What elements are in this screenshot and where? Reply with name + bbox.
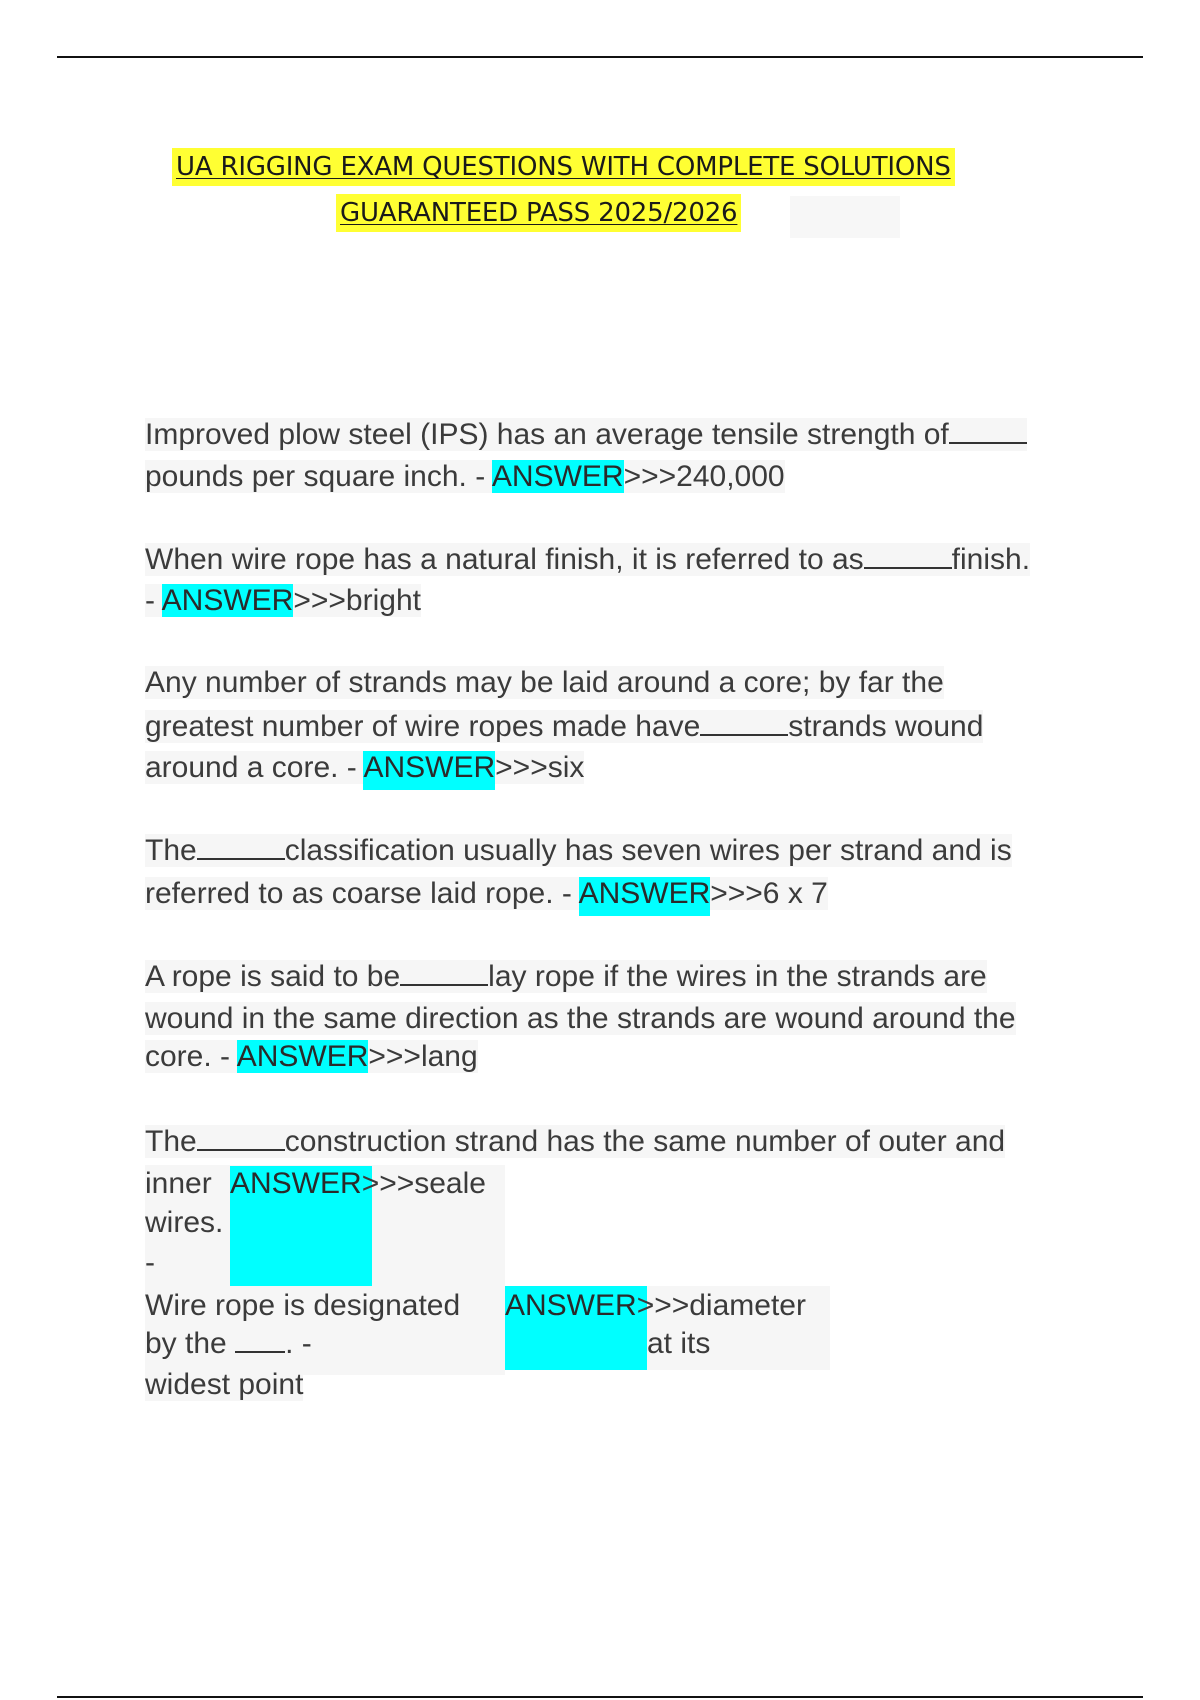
- header-rule: [57, 56, 1143, 58]
- answer-value: >>>six: [495, 751, 585, 784]
- question-1-line-2: pounds per square inch. - ANSWER>>>240,000: [145, 460, 785, 493]
- answer-value: >>>bright: [293, 584, 421, 617]
- question-6-line-1: The construction strand has the same number of outer and: [145, 1125, 1006, 1158]
- question-5-line-2: wound in the same direction as the strands are wound around the: [145, 1002, 1016, 1035]
- document-title-line-1: UA RIGGING EXAM QUESTIONS WITH COMPLETE SOLUTIONS: [172, 152, 955, 182]
- answer-blank: [235, 1331, 285, 1353]
- answer-label: ANSWER: [161, 584, 294, 617]
- answer-label: ANSWER: [505, 1289, 637, 1322]
- question-7-line-1: Wire rope is designated: [145, 1289, 461, 1322]
- title-highlight-pad: [790, 196, 900, 238]
- answer-blank: [949, 422, 1027, 444]
- question-7-line-2: by the . -: [145, 1327, 312, 1360]
- answer-label: ANSWER: [236, 1040, 369, 1073]
- question-6-line-4: -: [145, 1246, 155, 1279]
- question-2-line-1: When wire rope has a natural finish, it is referred to as finish.: [145, 543, 1031, 576]
- question-3-line-2: greatest number of wire ropes made have strands wound: [145, 710, 984, 743]
- question-6-line-3: wires.: [145, 1206, 224, 1239]
- answer-value: >>>diameter: [636, 1289, 806, 1322]
- question-6-line-2: inner: [145, 1167, 212, 1200]
- answer-label: ANSWER: [363, 751, 495, 790]
- footer-rule: [57, 1696, 1143, 1698]
- answer-blank: [197, 838, 285, 860]
- answer-blank: [400, 964, 488, 986]
- answer-blank: [864, 547, 952, 569]
- question-5-line-1: A rope is said to be lay rope if the wires in the strands are: [145, 960, 987, 993]
- question-1-line-1: Improved plow steel (IPS) has an average tensile strength of: [145, 416, 1027, 454]
- question-7-line-3: widest point: [145, 1368, 304, 1401]
- answer-blank: [700, 714, 788, 736]
- answer-blank: [197, 1129, 285, 1151]
- question-6-answer-line: [230, 1165, 486, 1203]
- question-3-line-1: Any number of strands may be laid around a core; by far the: [145, 666, 944, 699]
- question-7-answer-line: [505, 1287, 806, 1325]
- answer-value: >>>lang: [368, 1040, 478, 1073]
- answer-label: ANSWER: [579, 877, 711, 916]
- question-4-line-2: referred to as coarse laid rope. - ANSWER>>>6 x 7: [145, 875, 828, 913]
- question-3-line-3: around a core. - ANSWER>>>six: [145, 749, 584, 787]
- answer-label: ANSWER: [230, 1167, 362, 1200]
- document-title-line-2: GUARANTEED PASS 2025/2026: [336, 198, 741, 228]
- answer-value: >>>seale: [361, 1167, 486, 1200]
- question-4-line-1: The classification usually has seven wires per strand and is: [145, 834, 1012, 867]
- question-5-line-3: core. - ANSWER>>>lang: [145, 1040, 478, 1073]
- question-7-answer-tail: at its: [647, 1327, 711, 1360]
- answer-label: ANSWER: [491, 460, 624, 493]
- answer-value: >>>240,000: [623, 460, 785, 493]
- answer-value: >>>6 x 7: [710, 877, 828, 910]
- question-2-line-2: - ANSWER>>>bright: [145, 584, 421, 617]
